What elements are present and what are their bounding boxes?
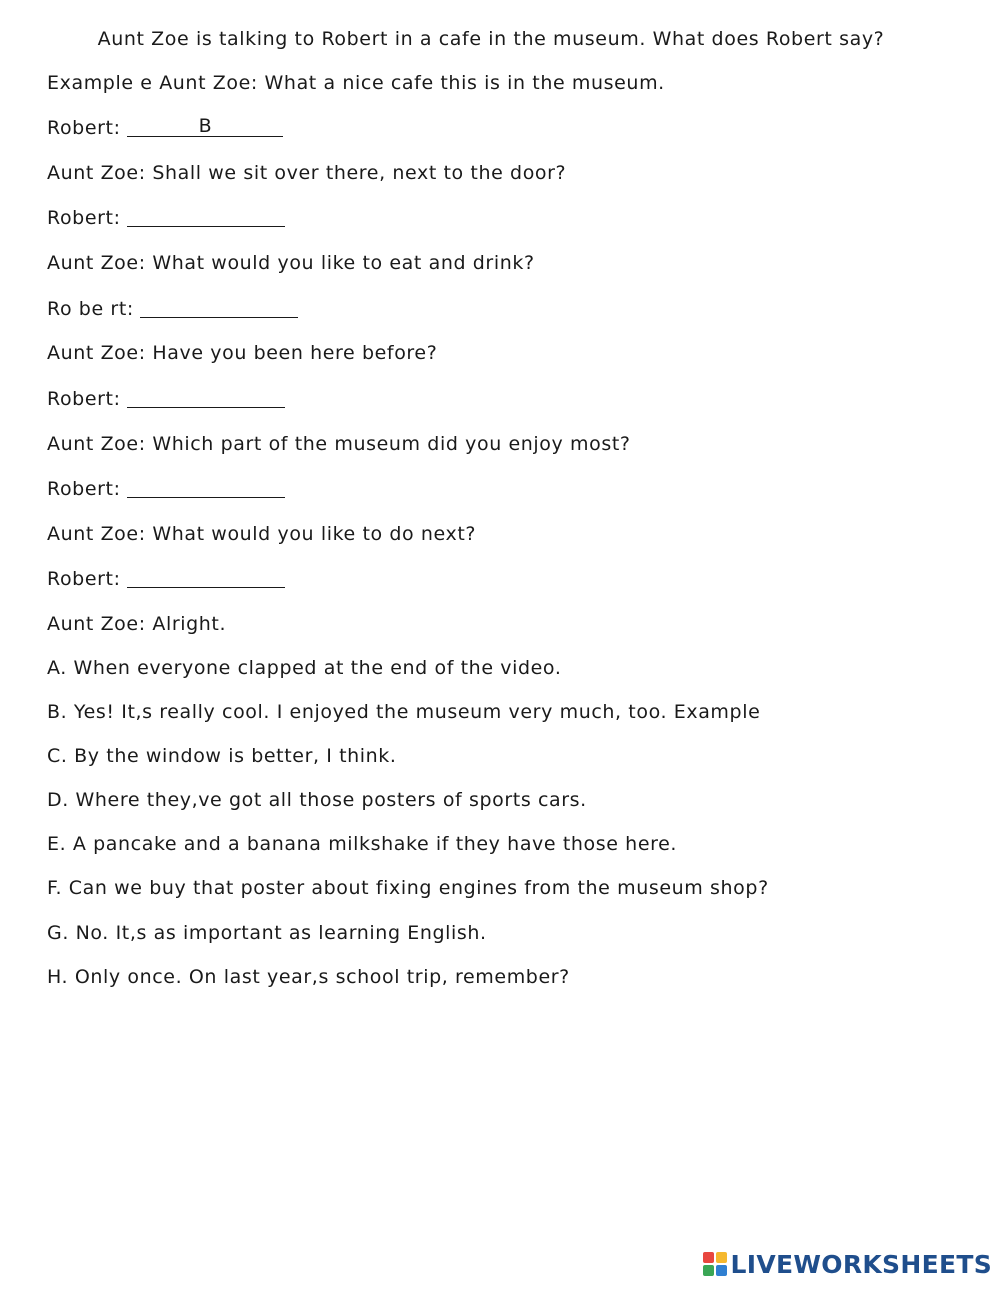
- worksheet-title: Aunt Zoe is talking to Robert in a cafe in the museum. What does Robert say?: [97, 28, 885, 50]
- option-h: H. Only once. On last year,s school trip, remember?: [47, 966, 570, 988]
- dialogue-line-6: Aunt Zoe: Alright.: [47, 613, 227, 635]
- liveworksheets-logo-icon: [703, 1252, 727, 1276]
- dialogue-line-1: Aunt Zoe: Shall we sit over there, next to the door?: [47, 162, 567, 184]
- option-f: F. Can we buy that poster about fixing engines from the museum shop?: [47, 877, 769, 899]
- dialogue-line-5: Aunt Zoe: What would you like to do next?: [47, 523, 477, 545]
- liveworksheets-logo: [703, 1251, 992, 1277]
- dialogue-line-example: Example e Aunt Zoe: What a nice cafe this is in the museum.: [47, 72, 665, 94]
- option-d: D. Where they,ve got all those posters of sports cars.: [47, 789, 587, 811]
- answer-blank-4[interactable]: [127, 477, 285, 498]
- speaker-label: Robert:: [47, 388, 121, 410]
- dialogue-line-4: Aunt Zoe: Which part of the museum did you enjoy most?: [47, 433, 631, 455]
- answer-value: B: [198, 115, 213, 137]
- speaker-label: Ro be rt:: [47, 298, 134, 320]
- answer-blank-example[interactable]: [127, 116, 283, 137]
- answer-blank-1[interactable]: [127, 206, 285, 227]
- robert-answer-line-3: [47, 387, 285, 411]
- option-b: B. Yes! It,s really cool. I enjoyed the museum very much, too. Example: [47, 701, 761, 723]
- speaker-label: Robert:: [47, 207, 121, 229]
- option-e: E. A pancake and a banana milkshake if they have those here.: [47, 833, 678, 855]
- speaker-label: Robert:: [47, 117, 121, 139]
- option-c: C. By the window is better, I think.: [47, 745, 397, 767]
- logo-square-red: [703, 1252, 714, 1263]
- logo-text: LIVEWORKSHEETS: [730, 1249, 992, 1279]
- option-a: A. When everyone clapped at the end of the video.: [47, 657, 562, 679]
- option-g: G. No. It,s as important as learning English.: [47, 922, 487, 944]
- answer-blank-3[interactable]: [127, 387, 285, 408]
- robert-answer-line-4: [47, 477, 285, 501]
- logo-square-yellow: [716, 1252, 727, 1263]
- robert-answer-line-1: [47, 206, 285, 230]
- robert-answer-line-5: [47, 567, 285, 591]
- robert-answer-line-2: [47, 297, 298, 321]
- speaker-label: Robert:: [47, 478, 121, 500]
- speaker-label: Robert:: [47, 568, 121, 590]
- answer-blank-5[interactable]: [127, 567, 285, 588]
- logo-square-green: [703, 1265, 714, 1276]
- logo-square-blue: [716, 1265, 727, 1276]
- dialogue-line-3: Aunt Zoe: Have you been here before?: [47, 342, 438, 364]
- robert-answer-line-example: [47, 116, 283, 140]
- answer-blank-2[interactable]: [140, 297, 298, 318]
- dialogue-line-2: Aunt Zoe: What would you like to eat and drink?: [47, 252, 535, 274]
